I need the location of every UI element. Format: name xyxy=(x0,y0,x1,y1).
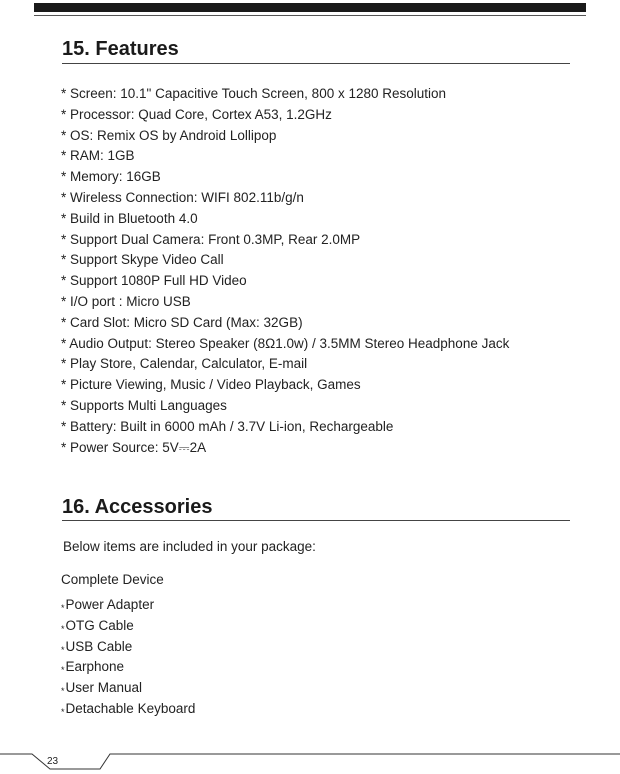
bullet-star-icon: * xyxy=(61,623,65,634)
feature-wireless: * Wireless Connection: WIFI 802.11b/g/n xyxy=(61,189,304,205)
feature-camera: * Support Dual Camera: Front 0.3MP, Rear 2.0MP xyxy=(61,231,361,247)
feature-screen: * Screen: 10.1" Capacitive Touch Screen, 800 x 1280 Resolution xyxy=(61,86,447,101)
accessory-complete-device: Complete Device xyxy=(61,572,164,587)
accessories-rule xyxy=(62,520,570,521)
feature-battery: * Battery: Built in 6000 mAh / 3.7V Li-ion, Rechargeable xyxy=(61,418,394,434)
accessory-label: Power Adapter xyxy=(65,597,155,612)
feature-media: * Picture Viewing, Music / Video Playback, Games xyxy=(61,377,361,393)
accessory-item xyxy=(61,657,195,678)
accessory-label: Earphone xyxy=(65,659,125,675)
feature-ram: * RAM: 1GB xyxy=(61,148,135,164)
accessories-list xyxy=(61,595,195,720)
accessories-heading: 16. Accessories xyxy=(62,496,213,518)
accessory-label: USB Cable xyxy=(65,638,133,654)
feature-card-slot: * Card Slot: Micro SD Card (Max: 32GB) xyxy=(61,314,303,330)
features-list xyxy=(61,84,509,458)
feature-power: * Power Source: 5V⎓2A xyxy=(61,439,207,455)
accessory-label: OTG Cable xyxy=(65,617,134,633)
footer-tab-line xyxy=(0,740,620,774)
header-bar xyxy=(34,3,586,12)
features-heading: 15. Features xyxy=(62,38,179,60)
feature-audio: * Audio Output: Stereo Speaker (8Ω1.0w) / 3.5MM Stereo Headphone Jack xyxy=(61,335,510,351)
feature-apps: * Play Store, Calendar, Calculator, E-mail xyxy=(61,356,308,372)
page-number: 23 xyxy=(47,756,59,767)
bullet-star-icon: * xyxy=(61,665,65,676)
accessory-item xyxy=(61,616,195,637)
accessories-intro: Below items are included in your package: xyxy=(63,539,316,554)
bullet-star-icon: * xyxy=(61,603,65,613)
feature-skype: * Support Skype Video Call xyxy=(61,252,224,268)
feature-memory: * Memory: 16GB xyxy=(61,169,161,185)
feature-video: * Support 1080P Full HD Video xyxy=(61,273,247,289)
features-rule xyxy=(62,63,570,64)
feature-languages: * Supports Multi Languages xyxy=(61,397,227,413)
accessory-item xyxy=(61,699,195,720)
bullet-star-icon: * xyxy=(61,644,65,655)
feature-processor: * Processor: Quad Core, Cortex A53, 1.2GHz xyxy=(61,106,332,122)
bullet-star-icon: * xyxy=(61,686,65,697)
feature-os: * OS: Remix OS by Android Lollipop xyxy=(61,127,277,143)
feature-bluetooth: * Build in Bluetooth 4.0 xyxy=(61,210,198,226)
accessory-item xyxy=(61,678,195,699)
feature-io-port: * I/O port : Micro USB xyxy=(61,293,191,309)
header-rule xyxy=(34,15,586,16)
accessory-label: User Manual xyxy=(65,680,143,696)
bullet-star-icon: * xyxy=(61,706,65,717)
accessory-label: Detachable Keyboard xyxy=(65,700,196,716)
accessory-item xyxy=(61,637,195,658)
accessory-item xyxy=(61,595,195,616)
